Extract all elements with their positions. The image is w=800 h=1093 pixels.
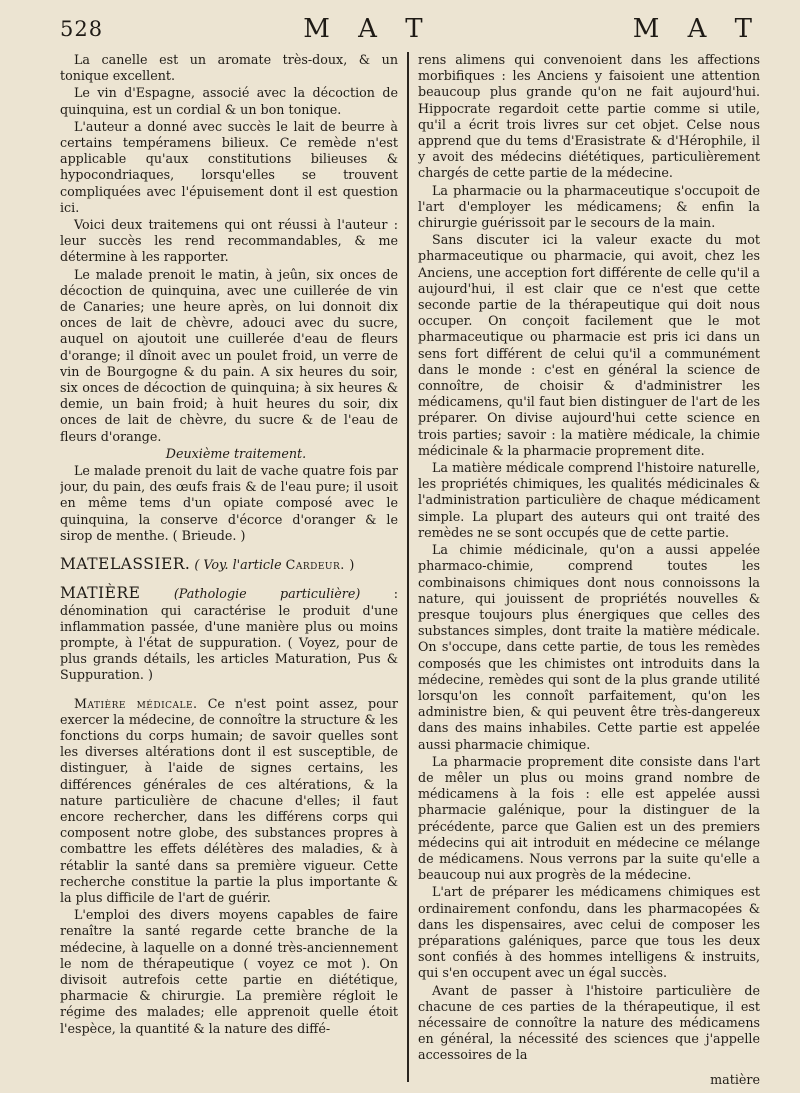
page-header bbox=[60, 12, 762, 46]
paragraph: La canelle est un aromate très-doux, & un tonique excellent. bbox=[60, 52, 398, 84]
paragraph: Le malade prenoit le matin, à jeûn, six onces de décoction de quinquina, avec une cuillerée de vin de Canaries; une heure après, on lui donnoit dix onces de lait de chèvre, adouci avec du sucre, auquel on ajoutoit une cuillerée d'eau de fleurs d'orange; il dînoit avec un poulet froid, un verre de vin de Bourgogne & du pain. A six heures du soir, six onces de décoction de quinquina; à six heures & demie, un bain froid; à huit heures du soir, dix onces de lait de chèvre, du sucre & de l'eau de fleurs d'orange. bbox=[60, 266, 398, 444]
entry-body: : dénomination qui caractérise le produit d'une inflammation passée, d'une manière plus ou moins prompte, à l'état de suppuration. ( Voyez, pour de plus grands détails, les articles Maturation, Pus & Suppuration. ) bbox=[60, 586, 398, 683]
section-subheading: Deuxième traitement. bbox=[165, 445, 307, 461]
paragraph: L'auteur a donné avec succès le lait de beurre à certains tempéramens bilieux. Ce remède n'est applicable qu'aux constitutions bilieuses & hypocondriaques, lorsqu'elles se trouvent compliquées avec l'épuisement dont il est question ici. bbox=[60, 118, 398, 215]
entry-matiere-medicale bbox=[60, 696, 398, 907]
paragraph: Avant de passer à l'histoire particulière de chacune de ces parties de la thérapeutique, il est nécessaire de connoître la nature des médicamens en général, la nécessité des sciences que j'appelle accessoires de la bbox=[418, 982, 760, 1063]
cross-reference-target: Cardeur. ) bbox=[285, 557, 355, 573]
entry-title: Matière médicale. bbox=[74, 695, 198, 711]
entry-title: MATIÈRE bbox=[60, 584, 141, 603]
entry-subject: (Pathologie particulière) bbox=[173, 586, 361, 602]
paragraph: La pharmacie ou la pharmaceutique s'occupoit de l'art d'employer les médicamens; & enfin la chirurgie guérissoit par le secours de la main. bbox=[418, 182, 760, 231]
paragraph: La chimie médicinale, qu'on a aussi appelée pharmaco-chimie, comprend toutes les combinaisons chimiques dont nous connoissons la nature, qui jouissent de propriétés nouvelles & presque toujours plus énergiques que celles des substances simples, dont traite la matière médicale. On s'occupe, dans cette partie, de tous les remèdes composés que les chimistes ont introduits dans la médecine, remèdes qui sont de la plus grande utilité lorsqu'on les connoît parfaitement, qu'on les administre bien, & qui peuvent être très-dangereux dans des mains inhabiles. Cette partie est appelée aussi pharmacie chimique. bbox=[418, 542, 760, 752]
entry-matiere bbox=[60, 585, 398, 683]
paragraph: Le vin d'Espagne, associé avec la décoction de quinquina, est un cordial & un bon tonique. bbox=[60, 85, 398, 117]
paragraph: Le malade prenoit du lait de vache quatre fois par jour, du pain, des œufs frais & de l'eau pure; il usoit en même tems d'un opiate composé avec le quinquina, la conserve d'écorce d'oranger & le sirop de menthe. ( Brieude. ) bbox=[60, 463, 398, 543]
left-column bbox=[60, 52, 398, 1082]
paragraph: La pharmacie proprement dite consiste dans l'art de mêler un plus ou moins grand nombre de médicamens à la fois : elle est appelée aussi pharmacie galénique, pour la distinguer de la précédente, parce que Galien est un des premiers médecins qui ait introduit en médecine ce mélange de médicamens. Nous verrons par la suite qu'elle a beaucoup nui aux progrès de la médecine. bbox=[418, 753, 760, 883]
entry-body: Ce n'est point assez, pour exercer la médecine, de connoître la structure & les fonctions du corps humain; de savoir quelles sont les diverses altérations dont il est susceptible, de distinguer, à l'aide de signes certains, les différences générales de ces altérations, & la nature particulière de chacune d'elles; il faut encore rechercher, dans les différens corps qui composent notre globe, des substances propres à combattre les effets délétères des maladies, & à rétablir la santé dans sa première vigueur. Cette recherche constitue la partie la plus importante & la plus difficile de l'art de guérir. bbox=[60, 695, 398, 905]
cross-reference: ( Voy. l'article bbox=[194, 557, 282, 573]
entry-title: MATELASSIER. bbox=[60, 555, 191, 574]
page-number: 528 bbox=[60, 17, 104, 41]
right-column bbox=[418, 52, 760, 1082]
paragraph: rens alimens qui convenoient dans les affections morbifiques : les Anciens y faisoient une attention beaucoup plus grande qu'on ne fait aujourd'hui. Hippocrate regardoit cette partie comme si utile, qu'il a écrit trois livres sur cet objet. Celse nous apprend que du tems d'Erasistrate & d'Hérophile, il y avoit des médecins diététiques, particulièrement chargés de cette partie de la médecine. bbox=[418, 52, 760, 181]
paragraph: L'emploi des divers moyens capables de faire renaître la santé regarde cette branche de la médecine, à laquelle on a donné très-anciennement le nom de thérapeutique ( voyez ce mot ). On divisoit autrefois cette partie en diététique, pharmacie & chirurgie. La première régloit le régime des malades; elle apprenoit quelle étoit l'espèce, la quantité & la nature des diffé- bbox=[60, 907, 398, 1036]
entry-matelassier bbox=[60, 556, 398, 573]
column-divider bbox=[407, 52, 409, 1082]
running-head-right: M A T bbox=[632, 14, 762, 44]
catchword: matière bbox=[710, 1072, 760, 1087]
paragraph: L'art de préparer les médicamens chimiques est ordinairement confondu, dans les pharmacopées & dans les dispensaires, avec celui de composer les préparations galéniques, parce que tous les deux sont confiés à des hommes intelligens & instruits, qui s'en occupent avec un égal succès. bbox=[418, 884, 760, 981]
paragraph: Voici deux traitemens qui ont réussi à l'auteur : leur succès les rend recommandables, & me détermine à les rapporter. bbox=[60, 217, 398, 265]
running-head-left: M A T bbox=[303, 14, 433, 44]
paragraph: La matière médicale comprend l'histoire naturelle, les propriétés chimiques, les qualités médicinales & l'administration particulière de chaque médicament simple. La plupart des auteurs qui ont traité des remèdes ne se sont occupés que de cette partie. bbox=[418, 460, 760, 540]
paragraph: Sans discuter ici la valeur exacte du mot pharmaceutique ou pharmacie, qui avoit, chez les Anciens, une acception fort différente de celle qu'il a aujourd'hui, il est clair que ce n'est que cette seconde partie de la thérapeutique qui doit nous occuper. On conçoit facilement que le mot pharmaceutique ou pharmacie est pris ici dans un sens fort différent de celui qu'il a communément dans le monde : c'est en général la science de connoître, de choisir & d'administrer les médicamens, qu'il faut bien distinguer de l'art de les préparer. On divise aujourd'hui cette science en trois parties; savoir : la matière médicale, la chimie médicinale & la pharmacie proprement dite. bbox=[418, 232, 760, 458]
